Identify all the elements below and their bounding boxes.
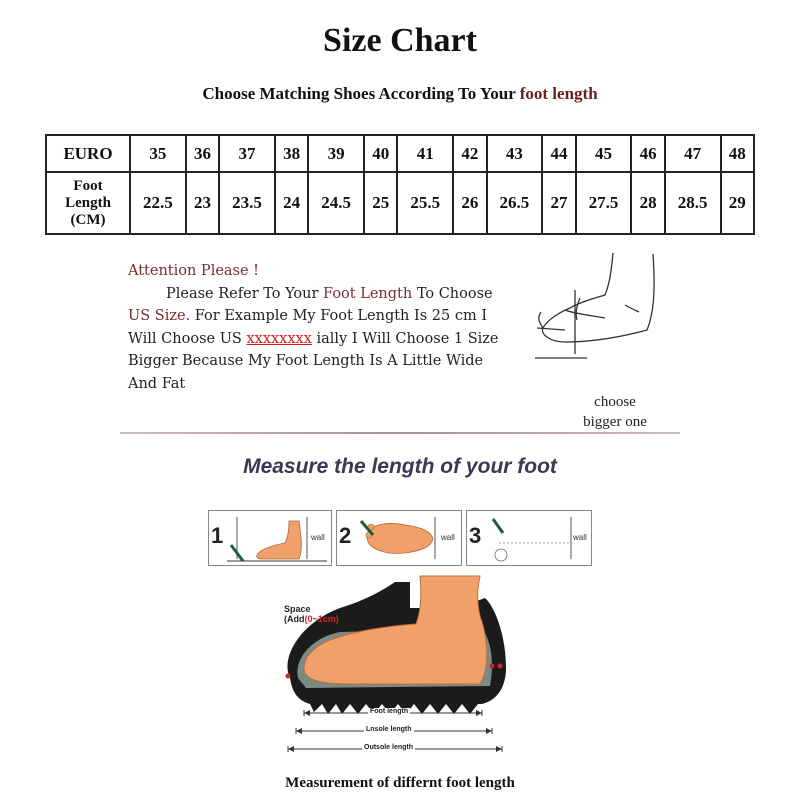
foot-length-header-line: Foot <box>73 177 103 194</box>
euro-cell: 40 <box>364 135 397 172</box>
cm-cell: 26 <box>453 172 486 234</box>
cm-cell: 22.5 <box>130 172 186 234</box>
cm-cell: 23.5 <box>219 172 275 234</box>
page-title: Size Chart <box>323 22 477 59</box>
cm-cell: 24.5 <box>308 172 364 234</box>
foot-length-row <box>46 172 754 234</box>
wall-label: wall <box>573 533 587 542</box>
choose-note-line: bigger one <box>583 414 647 430</box>
space-label <box>284 604 339 624</box>
choose-bigger-note <box>570 392 660 432</box>
euro-cell: 41 <box>397 135 453 172</box>
section-divider <box>120 432 680 434</box>
euro-header: EURO <box>46 135 130 172</box>
wall-label: wall <box>441 533 455 542</box>
euro-cell: 44 <box>542 135 575 172</box>
space-add-text: (Add <box>284 614 305 624</box>
subtitle-highlight: foot length <box>519 84 598 103</box>
step-3-panel <box>466 510 592 566</box>
attention-text: To Choose <box>412 285 493 302</box>
measure-heading: Measure the length of your foot <box>243 455 557 478</box>
euro-cell: 48 <box>721 135 754 172</box>
cm-cell: 23 <box>186 172 219 234</box>
space-add-line <box>284 614 339 624</box>
space-range: (0~1cm) <box>304 614 339 624</box>
cm-cell: 28 <box>631 172 664 234</box>
attention-line: And Fat <box>128 375 186 392</box>
cm-cell: 27.5 <box>576 172 632 234</box>
wall-label: wall <box>311 533 325 542</box>
euro-cell: 37 <box>219 135 275 172</box>
foot-length-header-line: Length <box>65 194 111 211</box>
attention-line <box>128 283 540 306</box>
attention-note <box>128 260 540 395</box>
outsole-length-label: Outsole length <box>364 744 413 751</box>
euro-cell: 35 <box>130 135 186 172</box>
euro-cell: 43 <box>487 135 543 172</box>
cm-cell: 26.5 <box>487 172 543 234</box>
size-table <box>45 134 755 235</box>
euro-cell: 36 <box>186 135 219 172</box>
attention-highlight: US Size. <box>128 308 191 324</box>
euro-cell: 47 <box>665 135 721 172</box>
cm-cell: 27 <box>542 172 575 234</box>
attention-text: Will Choose US <box>128 330 247 347</box>
euro-cell: 42 <box>453 135 486 172</box>
attention-line <box>128 328 540 351</box>
step-3-ruler-icon <box>485 515 585 563</box>
euro-cell: 38 <box>275 135 308 172</box>
euro-cell: 46 <box>631 135 664 172</box>
foot-sketch-illustration <box>525 250 675 390</box>
subtitle-text: Choose Matching Shoes According To Your <box>202 84 520 103</box>
foot-length-header <box>46 172 130 234</box>
cm-cell: 25.5 <box>397 172 453 234</box>
space-label-text: Space <box>284 604 311 614</box>
cm-cell: 28.5 <box>665 172 721 234</box>
cm-cell: 24 <box>275 172 308 234</box>
step-number: 2 <box>339 523 352 548</box>
foot-length-header-line: (CM) <box>70 211 106 228</box>
attention-text: ially I Will Choose 1 Size <box>311 330 499 347</box>
cm-cell: 25 <box>364 172 397 234</box>
attention-text: For Example My Foot Length Is 25 cm I <box>190 308 488 324</box>
cm-cell: 29 <box>721 172 754 234</box>
attention-text: Please Refer To Your <box>166 285 324 302</box>
step-number: 3 <box>469 523 482 548</box>
diagram-caption: Measurement of differnt foot length <box>285 775 515 791</box>
attention-redacted: xxxxxxxx <box>246 330 312 347</box>
choose-note-line: choose <box>594 394 636 410</box>
attention-line <box>128 305 540 328</box>
step-1-panel <box>208 510 332 566</box>
step-2-foot-icon <box>355 515 455 563</box>
step-2-panel <box>336 510 462 566</box>
page-subtitle <box>0 84 800 104</box>
step-number: 1 <box>211 523 224 548</box>
euro-row <box>46 135 754 172</box>
foot-length-label: Foot length <box>370 708 409 715</box>
shoe-foot-diagram <box>270 568 530 768</box>
attention-highlight: Foot Length <box>323 285 413 302</box>
attention-title: Attention Please ! <box>128 263 260 279</box>
insole-length-label: Lnsole length <box>366 726 412 733</box>
attention-line: Bigger Because My Foot Length Is A Little Wide <box>128 353 484 369</box>
euro-cell: 39 <box>308 135 364 172</box>
euro-cell: 45 <box>576 135 632 172</box>
